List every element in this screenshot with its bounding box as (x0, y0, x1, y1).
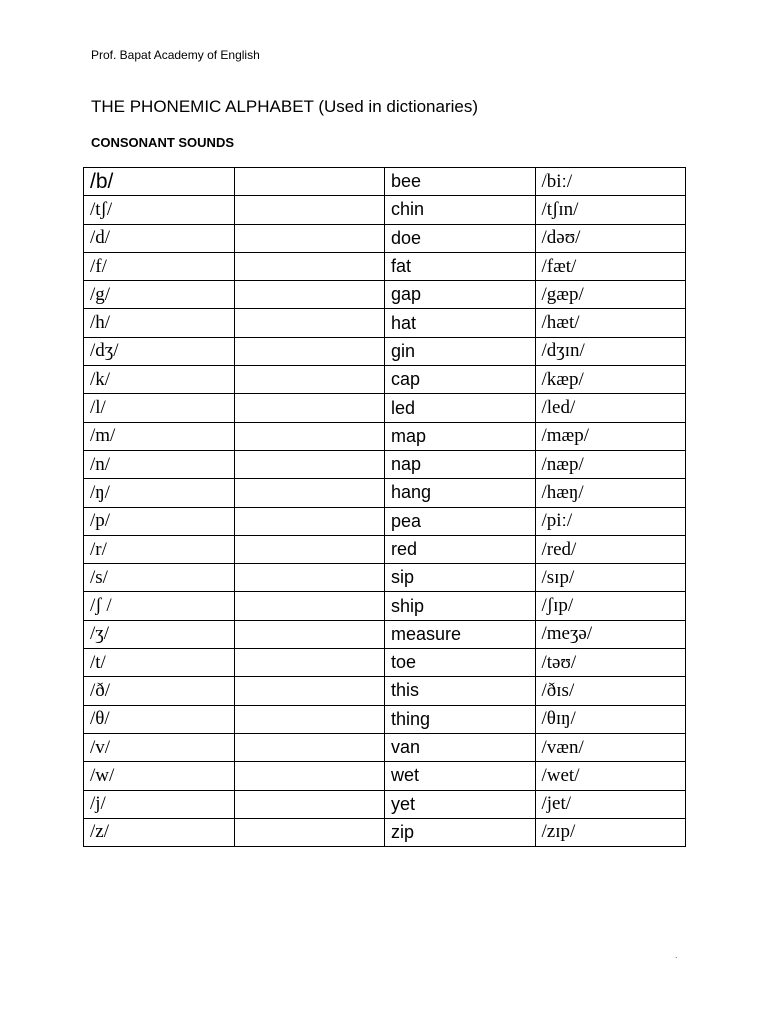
table-row (84, 168, 686, 196)
phoneme-symbol-cell: /ŋ/ (84, 479, 235, 507)
empty-cell (234, 705, 385, 733)
phoneme-symbol-cell: /s/ (84, 564, 235, 592)
example-word-cell: pea (385, 507, 536, 535)
transcription-cell: /dʒɪn/ (535, 337, 686, 365)
table-row (84, 762, 686, 790)
phoneme-symbol-cell: /r/ (84, 535, 235, 563)
empty-cell (234, 450, 385, 478)
transcription-cell: /næp/ (535, 450, 686, 478)
section-title: CONSONANT SOUNDS (91, 135, 235, 150)
table-row (84, 564, 686, 592)
table-row (84, 592, 686, 620)
transcription-cell: /biː/ (535, 168, 686, 196)
transcription-cell: /meʒə/ (535, 620, 686, 648)
empty-cell (234, 649, 385, 677)
transcription-cell: /led/ (535, 394, 686, 422)
phoneme-symbol-cell: /f/ (84, 252, 235, 280)
phoneme-symbol-cell: /j/ (84, 790, 235, 818)
table-row (84, 224, 686, 252)
transcription-cell: /dəʊ/ (535, 224, 686, 252)
table-row (84, 790, 686, 818)
example-word-cell: wet (385, 762, 536, 790)
document-title: THE PHONEMIC ALPHABET (Used in dictionaries) (91, 97, 479, 116)
empty-cell (234, 224, 385, 252)
empty-cell (234, 196, 385, 224)
example-word-cell: cap (385, 366, 536, 394)
phoneme-symbol-cell: /v/ (84, 733, 235, 761)
transcription-cell: /sɪp/ (535, 564, 686, 592)
example-word-cell: red (385, 535, 536, 563)
empty-cell (234, 422, 385, 450)
phoneme-symbol-cell: /b/ (84, 168, 235, 196)
empty-cell (234, 337, 385, 365)
table-row (84, 705, 686, 733)
transcription-cell: /jet/ (535, 790, 686, 818)
empty-cell (234, 564, 385, 592)
empty-cell (234, 818, 385, 846)
table-row (84, 479, 686, 507)
table-row (84, 620, 686, 648)
transcription-cell: /fæt/ (535, 252, 686, 280)
consonant-table-body (84, 168, 686, 847)
empty-cell (234, 762, 385, 790)
example-word-cell: doe (385, 224, 536, 252)
table-row (84, 649, 686, 677)
table-row (84, 818, 686, 846)
example-word-cell: hang (385, 479, 536, 507)
phoneme-symbol-cell: /h/ (84, 309, 235, 337)
empty-cell (234, 394, 385, 422)
phoneme-symbol-cell: /θ/ (84, 705, 235, 733)
header-note: Prof. Bapat Academy of English (91, 48, 260, 62)
empty-cell (234, 790, 385, 818)
example-word-cell: nap (385, 450, 536, 478)
table-row (84, 366, 686, 394)
empty-cell (234, 620, 385, 648)
empty-cell (234, 366, 385, 394)
footer-mark: . (675, 950, 678, 960)
table-row (84, 337, 686, 365)
empty-cell (234, 479, 385, 507)
transcription-cell: /kæp/ (535, 366, 686, 394)
example-word-cell: zip (385, 818, 536, 846)
empty-cell (234, 252, 385, 280)
phoneme-symbol-cell: /p/ (84, 507, 235, 535)
table-row (84, 450, 686, 478)
phoneme-symbol-cell: /l/ (84, 394, 235, 422)
transcription-cell: /ðɪs/ (535, 677, 686, 705)
empty-cell (234, 733, 385, 761)
transcription-cell: /hæŋ/ (535, 479, 686, 507)
phoneme-symbol-cell: /dʒ/ (84, 337, 235, 365)
empty-cell (234, 168, 385, 196)
table-row (84, 281, 686, 309)
transcription-cell: /wet/ (535, 762, 686, 790)
phoneme-symbol-cell: /ð/ (84, 677, 235, 705)
phoneme-symbol-cell: /m/ (84, 422, 235, 450)
phoneme-symbol-cell: /ʃ / (84, 592, 235, 620)
example-word-cell: yet (385, 790, 536, 818)
example-word-cell: map (385, 422, 536, 450)
phoneme-symbol-cell: /n/ (84, 450, 235, 478)
consonant-table (83, 167, 686, 847)
phoneme-symbol-cell: /ʒ/ (84, 620, 235, 648)
phoneme-symbol-cell: /w/ (84, 762, 235, 790)
transcription-cell: /tʃɪn/ (535, 196, 686, 224)
table-row (84, 422, 686, 450)
phoneme-symbol-cell: /t/ (84, 649, 235, 677)
empty-cell (234, 309, 385, 337)
example-word-cell: hat (385, 309, 536, 337)
empty-cell (234, 677, 385, 705)
transcription-cell: /zɪp/ (535, 818, 686, 846)
table-row (84, 507, 686, 535)
transcription-cell: /hæt/ (535, 309, 686, 337)
table-row (84, 252, 686, 280)
table-row (84, 535, 686, 563)
empty-cell (234, 592, 385, 620)
example-word-cell: led (385, 394, 536, 422)
example-word-cell: bee (385, 168, 536, 196)
phoneme-symbol-cell: /k/ (84, 366, 235, 394)
transcription-cell: /θɪŋ/ (535, 705, 686, 733)
transcription-cell: /piː/ (535, 507, 686, 535)
transcription-cell: /ʃɪp/ (535, 592, 686, 620)
transcription-cell: /təʊ/ (535, 649, 686, 677)
example-word-cell: sip (385, 564, 536, 592)
example-word-cell: this (385, 677, 536, 705)
table-row (84, 196, 686, 224)
example-word-cell: ship (385, 592, 536, 620)
table-row (84, 309, 686, 337)
example-word-cell: gin (385, 337, 536, 365)
phoneme-symbol-cell: /z/ (84, 818, 235, 846)
transcription-cell: /væn/ (535, 733, 686, 761)
phoneme-symbol-cell: /d/ (84, 224, 235, 252)
phoneme-symbol-cell: /tʃ/ (84, 196, 235, 224)
example-word-cell: thing (385, 705, 536, 733)
empty-cell (234, 535, 385, 563)
example-word-cell: fat (385, 252, 536, 280)
example-word-cell: van (385, 733, 536, 761)
table-row (84, 394, 686, 422)
example-word-cell: measure (385, 620, 536, 648)
transcription-cell: /mæp/ (535, 422, 686, 450)
example-word-cell: toe (385, 649, 536, 677)
empty-cell (234, 507, 385, 535)
phoneme-symbol-cell: /g/ (84, 281, 235, 309)
empty-cell (234, 281, 385, 309)
table-row (84, 733, 686, 761)
example-word-cell: chin (385, 196, 536, 224)
table-row (84, 677, 686, 705)
example-word-cell: gap (385, 281, 536, 309)
transcription-cell: /red/ (535, 535, 686, 563)
transcription-cell: /gæp/ (535, 281, 686, 309)
